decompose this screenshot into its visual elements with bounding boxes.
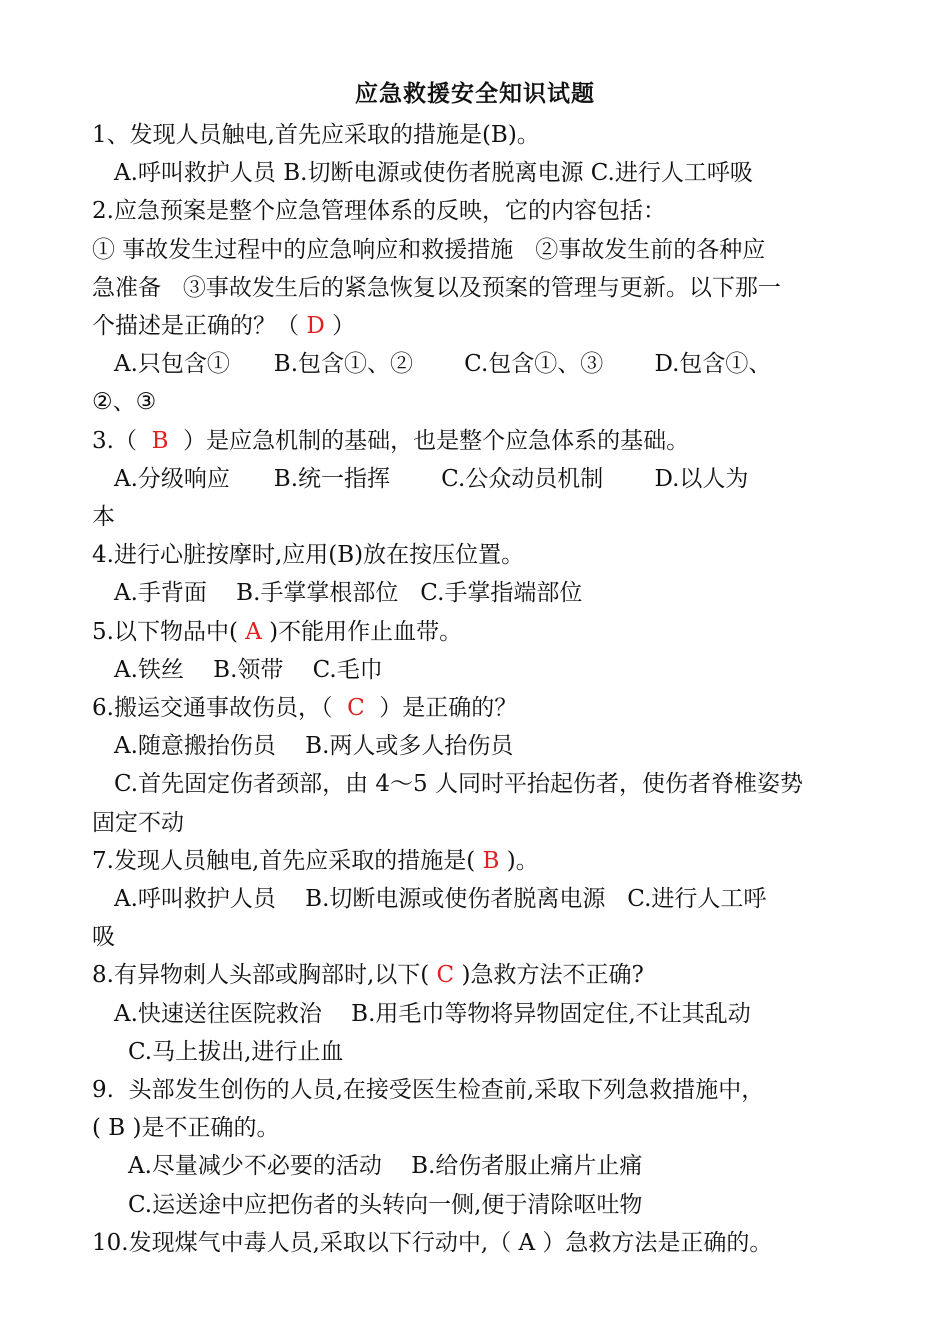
question-8-option-c: C.马上拔出,进行止血 xyxy=(128,1038,344,1065)
question-list xyxy=(92,116,882,1262)
answer-7: B xyxy=(482,847,500,874)
question-3-end: ）是应急机制的基础，也是整个应急体系的基础。 xyxy=(168,427,690,454)
question-2-options: A.只包含① B.包含①、② C.包含①、③ D.包含①、 xyxy=(114,351,772,378)
question-6-option-c-cont: 固定不动 xyxy=(92,809,184,836)
question-5-options: A.铁丝 B.领带 C.毛巾 xyxy=(114,656,383,683)
question-3 xyxy=(92,422,882,460)
answer-2: D xyxy=(306,313,325,340)
question-3-start: 3.（ xyxy=(92,427,152,454)
question-7-end: )。 xyxy=(499,847,539,874)
question-2-options-cont: ②、③ xyxy=(92,389,157,416)
question-6-end: ）是正确的？ xyxy=(364,695,518,722)
question-9-options: A.尽量减少不必要的活动 B.给伤者服止痛片止痛 xyxy=(128,1153,643,1180)
question-9-cont: ( B )是不正确的。 xyxy=(92,1115,280,1142)
question-8-options: A.快速送往医院救治 B.用毛巾等物将异物固定住,不让其乱动 xyxy=(114,1000,751,1027)
question-10: 10.发现煤气中毒人员,采取以下行动中,（ A ）急救方法是正确的。 xyxy=(92,1229,773,1256)
question-1: 1、发现人员触电,首先应采取的措施是(B)。 xyxy=(92,122,540,148)
page-title: 应急救援安全知识试题 xyxy=(355,80,595,107)
question-9-option-c: C.运送途中应把伤者的头转向一侧,便于清除呕吐物 xyxy=(128,1191,643,1218)
question-2-text-line-3 xyxy=(92,307,882,345)
answer-3: B xyxy=(151,427,169,454)
question-6-option-c: C.首先固定伤者颈部，由 4～5 人同时平抬起伤者，使伤者脊椎姿势 xyxy=(114,771,803,798)
question-8-start: 8.有异物刺人头部或胸部时,以下( xyxy=(92,962,437,989)
answer-8: C xyxy=(436,962,455,989)
question-2-text-line-1: ① 事故发生过程中的应急响应和救援措施 ②事故发生前的各种应 xyxy=(92,236,766,263)
question-7-options-cont: 吸 xyxy=(92,924,115,951)
question-9: 9. 头部发生创伤的人员,在接受医生检查前,采取下列急救措施中， xyxy=(92,1077,765,1104)
question-8-end: )急救方法不正确? xyxy=(454,962,644,989)
question-2: 2.应急预案是整个应急管理体系的反映，它的内容包括： xyxy=(92,198,666,225)
question-2-prompt-end: ） xyxy=(324,313,356,340)
answer-5: A xyxy=(245,618,262,645)
question-5 xyxy=(92,613,882,651)
question-6-options: A.随意搬抬伤员 B.两人或多人抬伤员 xyxy=(114,733,514,760)
answer-6: C xyxy=(347,695,365,722)
question-5-start: 5.以下物品中( xyxy=(92,618,246,645)
question-7 xyxy=(92,842,882,880)
question-7-options: A.呼叫救护人员 B.切断电源或使伤者脱离电源 C.进行人工呼 xyxy=(114,886,767,913)
question-4: 4.进行心脏按摩时,应用(B)放在按压位置。 xyxy=(92,542,525,569)
question-3-options: A.分级响应 B.统一指挥 C.公众动员机制 D.以人为 xyxy=(114,465,749,492)
question-6 xyxy=(92,689,882,727)
question-1-options: A.呼叫救护人员 B.切断电源或使伤者脱离电源 C.进行人工呼吸 xyxy=(114,160,753,187)
question-2-text-line-2: 急准备 ③事故发生后的紧急恢复以及预案的管理与更新。以下那一 xyxy=(92,274,781,301)
question-4-options: A.手背面 B.手掌掌根部位 C.手掌指端部位 xyxy=(114,580,583,607)
question-7-start: 7.发现人员触电,首先应采取的措施是( xyxy=(92,847,483,874)
question-2-prompt: 个描述是正确的？（ xyxy=(92,313,307,340)
question-8 xyxy=(92,956,882,994)
question-5-end: )不能用作止血带。 xyxy=(261,618,463,645)
question-6-start: 6.搬运交通事故伤员，（ xyxy=(92,695,348,722)
question-3-options-cont: 本 xyxy=(92,504,115,531)
